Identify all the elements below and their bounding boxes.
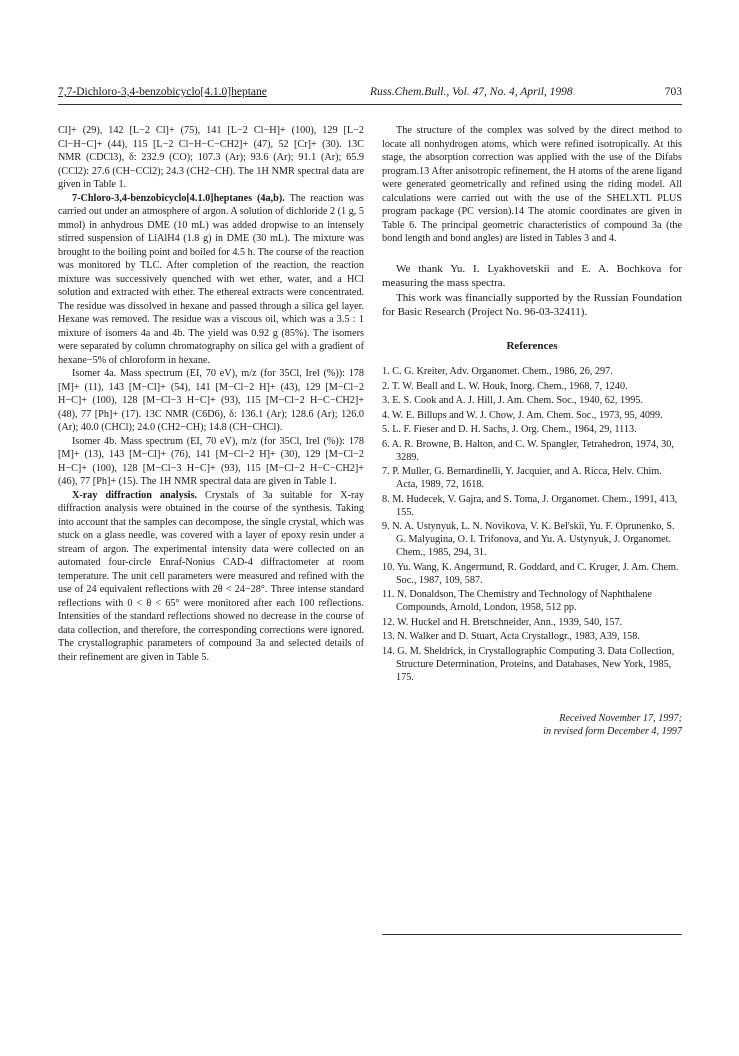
reference-item: 13. N. Walker and D. Stuart, Acta Crystallogr., 1983, A39, 158. (382, 631, 640, 642)
reference-item: 9. N. A. Ustynyuk, L. N. Novikova, V. K. Bel'skii, Yu. F. Oprunenko, S. G. Malyugina, O. I. Trifonova, and Yu. A. Ustynyuk, J. Organomet. Chem., 1985, 294, 31. (382, 521, 675, 558)
paragraph-nmr-data: Cl]+ (29), 142 [L−2 Cl]+ (75), 141 [L−2 Cl−H]+ (100), 129 [L−2 Cl−H−C]+ (44), 115 [L−2 Cl−H−C−CH2]+ (47), 52 [Cr]+ (30). 13C NMR (CDCl3), δ: 232.9 (CO); 107.3 (Ar); 93.6 (Ar); 91.1 (Ar); 65.9 (CCl2): 27.6 (CH−CCl2); 24.3 (CH2−CH). The 1H NMR spectral data are given in Table 1. (58, 125, 364, 190)
reference-item: 11. N. Donaldson, The Chemistry and Technology of Naphthalene Compounds, Arnold, London, 1958, 512 pp. (382, 589, 652, 613)
section-heading-synthesis: 7-Chloro-3,4-benzobicyclo[4.1.0]heptanes (4a,b). (72, 192, 285, 204)
paragraph-isomer-4a: Isomer 4a. Mass spectrum (EI, 70 eV), m/z (for 35Cl, Irel (%)): 178 [M]+ (11), 143 [M−Cl]+ (54), 141 [M−Cl−2 H]+ (43), 129 [M−Cl−2 H−C]+ (100), 128 [M−Cl−3 H−C]+ (93), 115 [M−Cl−2 H−C−CH2]+ (48), 77 [Ph]+ (17). 13C NMR (C6D6), δ: 136.1 (Ar); 128.6 (Ar); 126.0 (Ar); 40.0 (CHCl); 24.0 (CH2−CH); 14.8 (CH−CHCl). (58, 368, 364, 433)
reference-item: 1. C. G. Kreiter, Adv. Organomet. Chem., 1986, 26, 297. (382, 366, 613, 377)
synthesis-text: The reaction was carried out under an atmosphere of argon. A solution of dichloride 2 (1 g, 5 mmol) in anhydrous DME (10 mL) was added dropwise to an intensely stirred suspension of LiAlH4 (1.8 g) in DME (30 mL). The mixture was brought to the boiling point and boiled for 4.5 h. The course of the reaction was monitored by TLC. After completion of the reaction, the reaction mixture was successively quenched with wet ether, water, and a HCl solution and extracted with ether. The ethereal extracts were concentrated. The residue was dissolved in hexane and passed through a silica gel layer. Hexane was removed. The residue was a viscous oil, which was a 3.5 : 1 mixture of isomers 4a and 4b. The yield was 0.92 g (85%). The isomers were separated by column chromatography on silica gel with a gradient of hexane−5% of chloroform in hexane. (58, 192, 364, 366)
acknowledgement-spectra: We thank Yu. I. Lyakhovetskii and E. A. Bochkova for measuring the mass spectra. (382, 262, 682, 289)
right-column (382, 124, 682, 738)
journal-citation: Russ.Chem.Bull., Vol. 47, No. 4, April, 1998 (370, 86, 573, 98)
footer-rule (382, 934, 682, 935)
running-title: 7,7-Dichloro-3,4-benzobicyclo[4.1.0]heptane (58, 86, 267, 98)
page-number: 703 (664, 86, 682, 98)
paragraph-isomer-4b: Isomer 4b. Mass spectrum (EI, 70 eV), m/z (for 35Cl, Irel (%)): 178 [M]+ (13), 143 [M−Cl]+ (76), 141 [M−Cl−2 H]+ (30), 129 [M−Cl−2 H−C]+ (100), 128 [M−Cl−3 H−C]+ (93), 115 [M−Cl−2 H−C−CH2]+ (46), 77 [Ph]+ (15). The 1H NMR spectral data are given in Table 1. (58, 435, 364, 487)
paragraph-structure: The structure of the complex was solved by the direct method to locate all nonhydrogen atoms, which were refined isotropically. At this stage, the absorption correction was applied with the use of the Difabs program.13 After anisotropic refinement, the H atoms of the arene ligand were generated geometrically and refined using the riding model. All calculations were carried out with the use of the SHELXTL PLUS program package (PC version).14 The atomic coordinates are given in Table 6. The principal geometric characteristics of compound 3a (the bond length and bond angles) are listed in Tables 3 and 4. (382, 125, 682, 244)
reference-item: 14. G. M. Sheldrick, in Crystallographic Computing 3. Data Collection, Structure Determination, Proteins, and Databases, New York, 1985, 175. (382, 645, 675, 683)
xray-text: Crystals of 3a suitable for X-ray diffraction analysis were obtained in the course of the synthesis. Taking into account that the samples can decompose, the single crystal, which was stuck on a glass needle, was covered with a layer of epoxy resin under a stream of argon. The experimental intensity data were collected on an automated four-circle Enraf-Nonius CAD-4 diffractometer at room temperature. The unit cell parameters were measured and refined with the use of 24 equivalent reflections with 2θ < 24−28°. Three intense standard reflections with 0 < θ < 65° were monitored after each 100 reflections. Intensities of the standard reflections showed no decrease in the course of data collection, and therefore, the corresponding corrections were ignored. The crystallographic parameters of compound 3a and selected details of their refinement are given in Table 5. (58, 489, 364, 663)
paragraph-synthesis (58, 192, 364, 368)
section-heading-xray: X-ray diffraction analysis. (72, 489, 197, 501)
running-header (58, 86, 682, 102)
reference-item: 3. E. S. Cook and A. J. Hill, J. Am. Chem. Soc., 1940, 62, 1995. (382, 395, 643, 406)
reference-item: 5. L. F. Fieser and D. H. Sachs, J. Org. Chem., 1964, 29, 1113. (382, 424, 637, 435)
reference-item: 6. A. R. Browne, B. Halton, and C. W. Spangler, Tetrahedron, 1974, 30, 3289. (382, 438, 674, 463)
paragraph-xray (58, 489, 364, 665)
received-dates (382, 712, 682, 738)
revised-date: in revised form December 4, 1997 (543, 725, 682, 737)
reference-item: 12. W. Huckel and H. Bretschneider, Ann., 1939, 540, 157. (382, 616, 623, 628)
acknowledgement-funding: This work was financially supported by the Russian Foundation for Basic Research (Project No. 96-03-32411). (382, 291, 682, 318)
reference-item: 7. P. Muller, G. Bernardinelli, Y. Jacquier, and A. Ricca, Helv. Chim. Acta, 1989, 72, 1618. (382, 466, 662, 490)
left-column (58, 124, 364, 664)
references-heading: References (506, 339, 558, 352)
reference-item: 8. M. Hudecek, V. Gajra, and S. Toma, J. Organomet. Chem., 1991, 413, 155. (382, 493, 678, 518)
received-date: Received November 17, 1997; (559, 712, 682, 724)
reference-item: 2. T. W. Beall and L. W. Houk, Inorg. Chem., 1968, 7, 1240. (382, 380, 628, 392)
references-list (382, 365, 682, 684)
header-rule (58, 104, 682, 105)
reference-item: 4. W. E. Billups and W. J. Chow, J. Am. Chem. Soc., 1973, 95, 4099. (382, 409, 663, 421)
reference-item: 10. Yu. Wang, K. Angermund, R. Goddard, and C. Kruger, J. Am. Chem. Soc., 1987, 109, 587. (382, 561, 679, 586)
